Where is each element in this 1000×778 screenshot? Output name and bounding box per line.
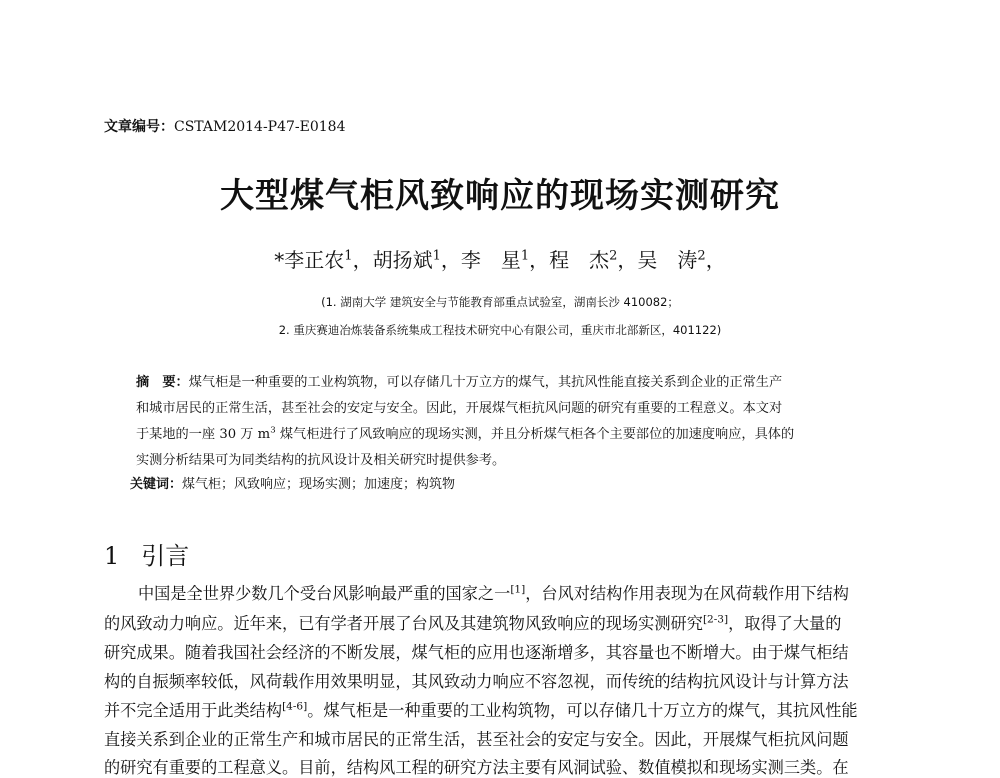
affiliation-2: 2. 重庆赛迪冶炼装备系统集成工程技术研究中心有限公司，重庆市北部新区，401122) [278, 323, 722, 337]
paper-title: 大型煤气柜风致响应的现场实测研究 [220, 176, 780, 216]
body-line-1: 中国是全世界少数几个受台风影响最严重的国家之一[1]，台风对结构作用表现为在风荷载作用下结构 [138, 583, 849, 603]
article-number-label: 文章编号： [104, 119, 174, 135]
author-2: 胡扬斌$^1$， [372, 248, 461, 272]
author-4: 程 杰$^2$， [549, 248, 638, 272]
keywords-value: 煤气柜；风致响应；现场实测；加速度；构筑物 [182, 477, 456, 492]
body-line-3: 研究成果。随着我国社会经济的不断发展，煤气柜的应用也逐渐增多，其容量也不断增大。由于煤气柜结 [104, 643, 849, 662]
abstract-line-4: 实测分析结果可为同类结构的抗风设计及相关研究时提供参考。 [136, 453, 506, 468]
section-title: 引言 [141, 542, 190, 570]
keywords-label: 关键词： [130, 477, 183, 492]
article-number-value: CSTAM2014-P47-E0184 [174, 119, 346, 135]
keywords [130, 473, 455, 492]
body-line-4: 构的自振频率较低，风荷载作用效果明显，其风致动力响应不容忽视，而传统的结构抗风设计与计算方法 [104, 672, 849, 691]
author-3: 李 星$^1$， [460, 248, 550, 272]
body-line-6: 直接关系到企业的正常生产和城市居民的正常生活，甚至社会的安定与安全。因此，开展煤气柜抗风问题 [104, 730, 849, 749]
abstract-line-2: 和城市居民的正常生活，甚至社会的安定与安全。因此，开展煤气柜抗风问题的研究有重要的工程意义。本文对 [136, 401, 783, 416]
author-1: *李正农$^1$， [274, 248, 373, 272]
section-heading [104, 536, 189, 571]
abstract-line-3: 于某地的一座 30 万 $m^3$ 煤气柜进行了风致响应的现场实测，并且分析煤气柜各个主要部位的加速度响应，具体的 [136, 425, 795, 442]
abstract-label: 摘 要： [136, 375, 189, 390]
section-number: 1 [104, 542, 120, 570]
body-line-7: 的研究有重要的工程意义。目前，结构风工程的研究方法主要有风洞试验、数值模拟和现场实测三类。在 [104, 758, 849, 777]
citation: [2-3] [702, 613, 729, 626]
body-line-5: 并不完全适用于此类结构[4-6]。煤气柜是一种重要的工业构筑物，可以存储几十万立方的煤气，其抗风性能 [104, 700, 858, 720]
article-number [104, 116, 346, 136]
citation: [1] [510, 583, 526, 596]
abstract-line-1: 摘 要：煤气柜是一种重要的工业构筑物，可以存储几十万立方的煤气，其抗风性能直接关系到企业的正常生产 [136, 375, 783, 390]
author-5: 吴 涛$^2$， [637, 248, 726, 272]
body-line-2: 的风致动力响应。近年来，已有学者开展了台风及其建筑物风致响应的现场实测研究[2-3]，取得了大量的 [104, 613, 842, 633]
citation: [4-6] [282, 700, 308, 713]
affiliation-1: (1. 湖南大学 建筑安全与节能教育部重点试验室，湖南长沙 410082； [321, 295, 679, 309]
author-list [0, 244, 1000, 273]
